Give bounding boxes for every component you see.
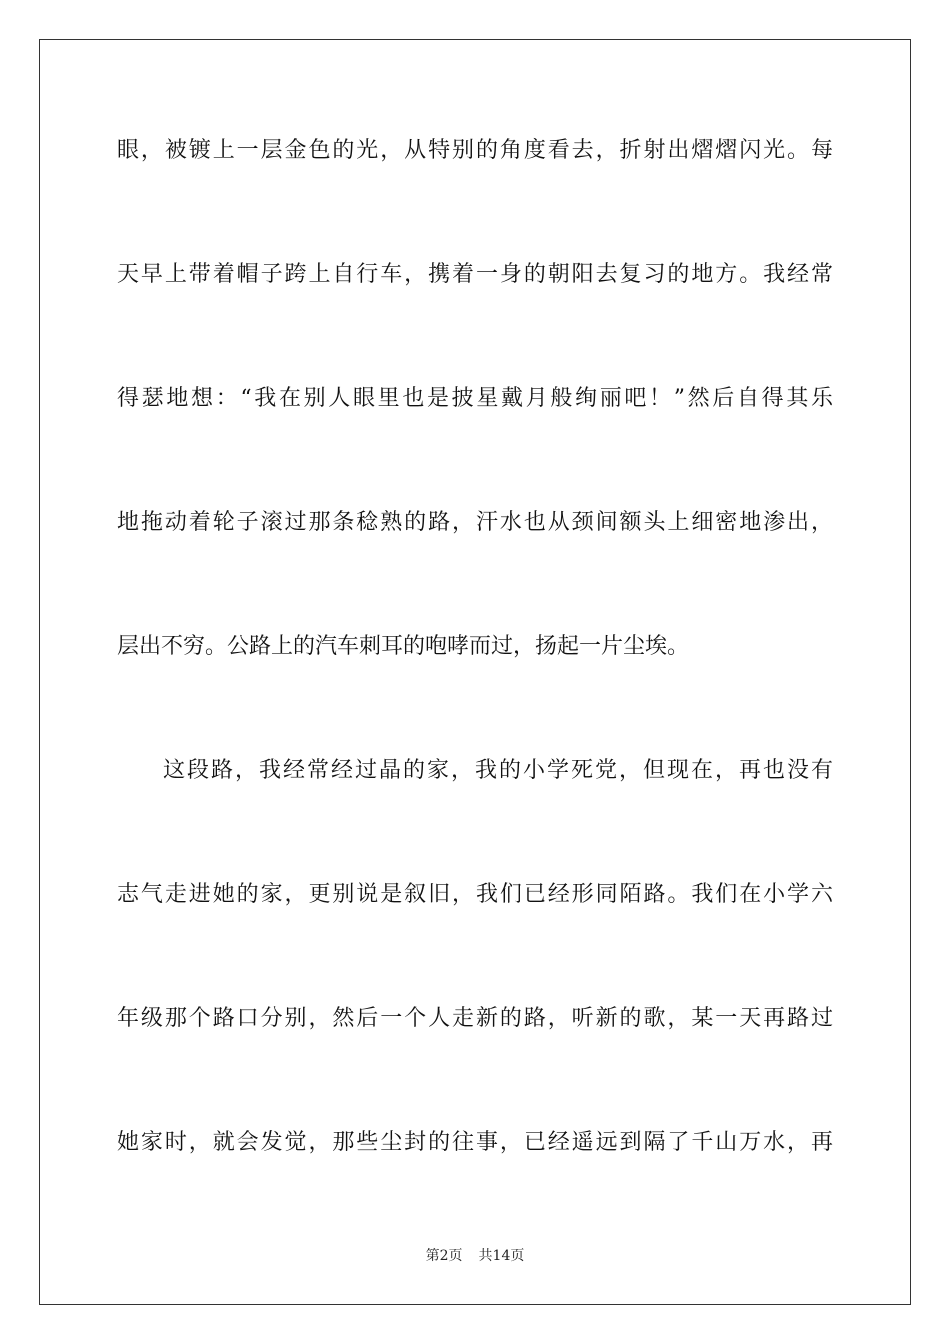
page-total: 共14页: [478, 1248, 525, 1264]
page-border: [39, 39, 911, 1305]
text-line: 她家时，就会发觉，那些尘封的往事，已经遥远到隔了千山万水，再: [117, 1130, 833, 1155]
text-line: 得瑟地想：“我在别人眼里也是披星戴月般绚丽吧！”然后自得其乐: [117, 386, 833, 411]
text-line: 地拖动着轮子滚过那条稔熟的路，汗水也从颈间额头上细密地渗出，: [117, 510, 833, 535]
page-footer: [0, 1247, 950, 1265]
text-line: 这段路，我经常经过晶的家，我的小学死党，但现在，再也没有: [163, 758, 833, 783]
page-number: 第2页: [425, 1248, 463, 1264]
text-line: 天早上带着帽子跨上自行车，携着一身的朝阳去复习的地方。我经常: [117, 262, 833, 287]
text-line: 志气走进她的家，更别说是叙旧，我们已经形同陌路。我们在小学六: [117, 882, 833, 907]
text-line: 眼，被镀上一层金色的光，从特别的角度看去，折射出熠熠闪光。每: [117, 138, 833, 163]
text-line: 层出不穷。公路上的汽车刺耳的咆哮而过，扬起一片尘埃。: [117, 634, 690, 659]
text-line: 年级那个路口分别，然后一个人走新的路，听新的歌，某一天再路过: [117, 1006, 833, 1031]
